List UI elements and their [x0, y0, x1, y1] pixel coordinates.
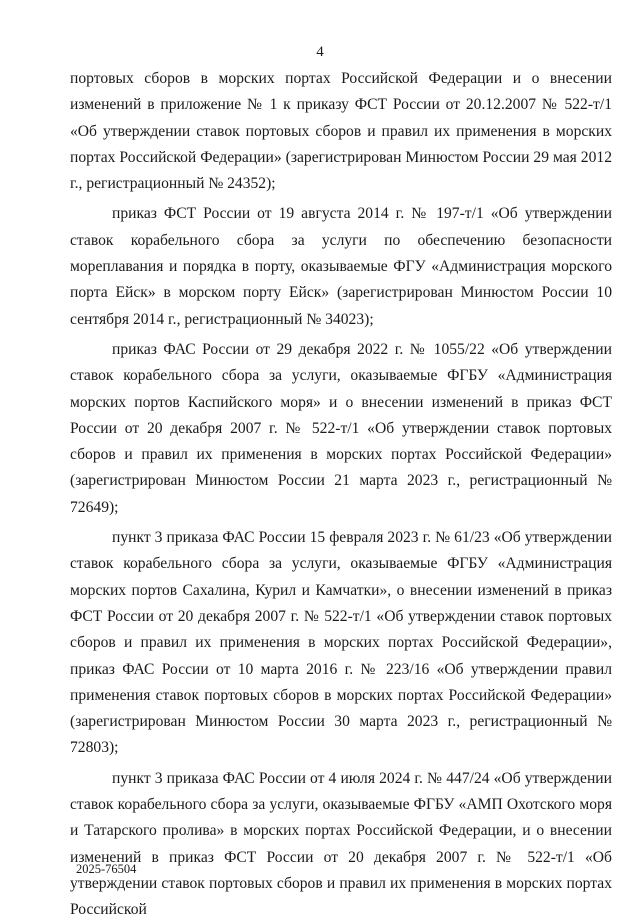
paragraph-order-1055: приказ ФАС России от 29 декабря 2022 г. № 1055/22 «Об утверждении ставок корабельного сбора за услуги, оказываемые ФГБУ «Администрация морских портов Каспийского моря» и о внесении изменений в приказ ФСТ России от 20 декабря 2007 г. № 522-т/1 «Об утверждении ставок портовых сборов и правил их применения в морских портах Российской Федерации» (зарегистрирован Минюстом России 21 марта 2023 г., регистрационный № 72649); [70, 340, 612, 516]
paragraph-order-447: пункт 3 приказа ФАС России от 4 июля 2024 г. № 447/24 «Об утверждении ставок корабельного сбора за услуги, оказываемые ФГБУ «АМП Охотского моря и Татарского пролива» в морских портах Российской Федерации, и о внесении изменений в приказ ФСТ России от 20 декабря 2007 г. № 522-т/1 «Об утверждении ставок портовых сборов и правил их применения в морских портах Российской [70, 769, 612, 919]
document-body [70, 66, 612, 924]
page-number: 4 [316, 44, 324, 60]
paragraph-order-197: приказ ФСТ России от 19 августа 2014 г. № 197-т/1 «Об утверждении ставок корабельного сбора за услуги по обеспечению безопасности мореплавания и порядка в порту, оказываемые ФГУ «Администрация морского порта Ейск» в морском порту Ейск» (зарегистрирован Минюстом России 10 сентября 2014 г., регистрационный № 34023); [70, 205, 612, 328]
document-code: 2025-76504 [76, 862, 137, 876]
paragraph-order-61: пункт 3 приказа ФАС России 15 февраля 2023 г. № 61/23 «Об утверждении ставок корабельного сбора за услуги, оказываемые ФГБУ «Администрация морских портов Сахалина, Курил и Камчатки», о внесении изменений в приказ ФСТ России от 20 декабря 2007 г. № 522-т/1 «Об утверждении ставок портовых сборов и правил их применения в морских портах Российской Федерации», приказ ФАС России от 10 марта 2016 г. № 223/16 «Об утверждении правил применения ставок портовых сборов в морских портах Российской Федерации» (зарегистрирован Минюстом России 30 марта 2023 г., регистрационный № 72803); [70, 529, 612, 757]
paragraph-continuation: портовых сборов в морских портах Российской Федерации и о внесении изменений в приложение № 1 к приказу ФСТ России от 20.12.2007 № 522-т/1 «Об утверждении ставок портовых сборов и правил их применения в морских портах Российской Федерации» (зарегистрирован Минюстом России 29 мая 2012 г., регистрационный № 24352); [70, 70, 612, 193]
